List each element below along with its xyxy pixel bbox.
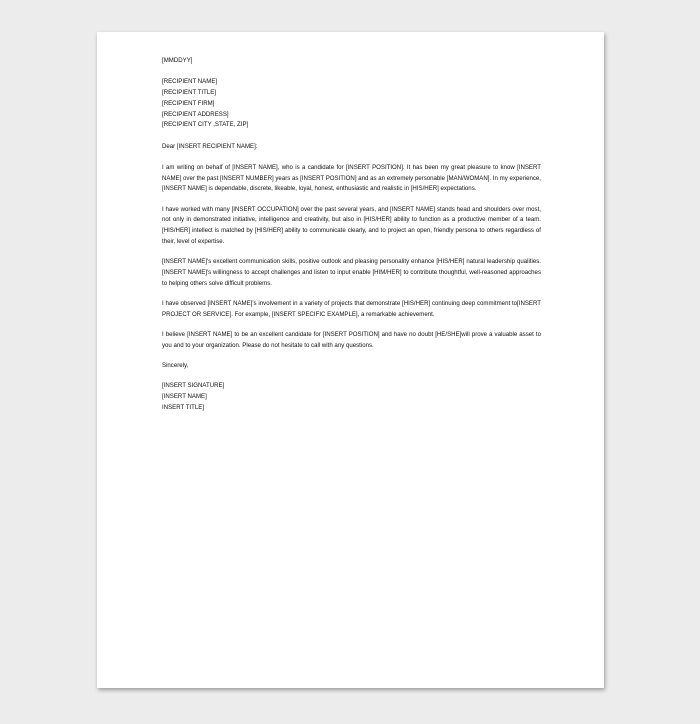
recipient-title: [RECIPIENT TITLE] — [162, 89, 216, 97]
recipient-name: [RECIPIENT NAME] — [162, 78, 218, 86]
salutation: Dear [INSERT RECIPIENT NAME]: — [162, 142, 258, 150]
signer-title: INSERT TITLE] — [162, 403, 204, 411]
signer-name: [INSERT NAME] — [162, 392, 207, 400]
recipient-block — [162, 77, 541, 131]
paragraph-communication: [INSERT NAME]'s excellent communication skills, positive outlook and pleasing personality enhance [HIS/HER] natural leadership qualities. [INSERT NAME]'s willingness to accept challenges and listen to input enable [HIM/HER] to contribute thoughtful, well-reasoned approaches to helping others solve difficult problems. — [162, 258, 541, 287]
document-page — [97, 32, 604, 688]
letter-body — [162, 56, 541, 413]
paragraph-intro: I am writing on behalf of [INSERT NAME], who is a candidate for [INSERT POSITION]. It has been my great pleasure to know [INSERT NAME] over the past [INSERT NUMBER] years as [INSERT POSITION] and as an extremely personable [MAN/WOMAN]. In my experience, [INSERT NAME] is dependable, discrete, likeable, loyal, honest, enthusiastic and realistic in [HIS/HER] expectations. — [162, 163, 541, 193]
paragraph-experience: I have worked with many [INSERT OCCUPATION] over the past several years, and [INSERT NAME] stands head and shoulders over most, not only in demonstrated initiative, intelligence and creativity, but also in [HIS/HER] ability to function as a productive member of a team. [HIS/HER] intellect is matched by [HIS/HER] ability to communicate clearly, and to project an open, friendly persona to others regardless of their, level of expertise. — [162, 205, 541, 245]
paragraph-recommendation: I believe [INSERT NAME] to be an excellent candidate for [INSERT POSITION] and have no doubt [HE/SHE]will prove a valuable asset to you and to your organization. Please do not hesitate to call with any questions. — [162, 330, 541, 349]
signature-block — [162, 381, 541, 413]
recipient-city-state-zip: [RECIPIENT CITY ,STATE, ZIP] — [162, 121, 249, 129]
recipient-firm: [RECIPIENT FIRM] — [162, 99, 215, 107]
paragraph-involvement: I have observed [INSERT NAME]'s involvement in a variety of projects that demonstrate [HIS/HER] continuing deep commitment to[INSERT PROJECT OR SERVICE]. For example, [INSERT SPECIFIC EXAMPLE], a remarkable achievement. — [162, 299, 541, 318]
letter-date: [MMDDYY] — [162, 57, 193, 64]
signature-line: [INSERT SIGNATURE] — [162, 382, 225, 390]
closing: Sincerely, — [162, 361, 189, 369]
recipient-address: [RECIPIENT ADDRESS] — [162, 110, 229, 118]
